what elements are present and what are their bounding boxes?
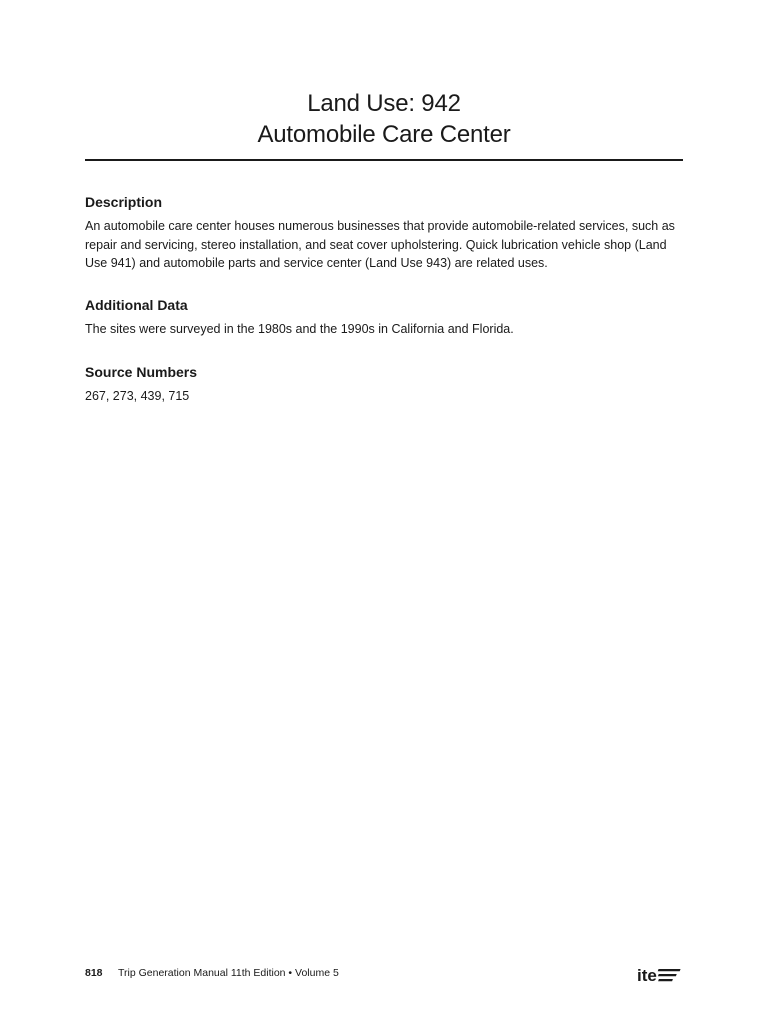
source-numbers-text: 267, 273, 439, 715	[85, 389, 190, 403]
source-numbers-heading: Source Numbers	[85, 364, 198, 380]
logo-text: ite	[637, 966, 657, 985]
additional-data-section	[85, 296, 683, 339]
land-use-code: Land Use: 942	[307, 90, 461, 117]
land-use-name: Automobile Care Center	[257, 121, 511, 148]
additional-data-heading: Additional Data	[85, 297, 188, 313]
page-title	[85, 88, 683, 150]
page-footer	[85, 965, 683, 985]
description-section	[85, 193, 683, 273]
publication-title: Trip Generation Manual 11th Edition • Volume 5	[118, 967, 339, 979]
source-numbers-section	[85, 363, 683, 406]
page-number: 818	[85, 967, 103, 979]
ite-logo-icon	[637, 965, 683, 985]
description-text: An automobile care center houses numerous businesses that provide automobile-related services, such as repair and servicing, stereo installation, and seat cover upholstering. Quick lubrication vehicle shop (Land Use 941) and automobile parts and service center (Land Use 943) are related uses.	[85, 219, 675, 270]
title-divider	[85, 159, 683, 161]
description-heading: Description	[85, 194, 163, 210]
additional-data-text: The sites were surveyed in the 1980s and the 1990s in California and Florida.	[85, 322, 514, 336]
